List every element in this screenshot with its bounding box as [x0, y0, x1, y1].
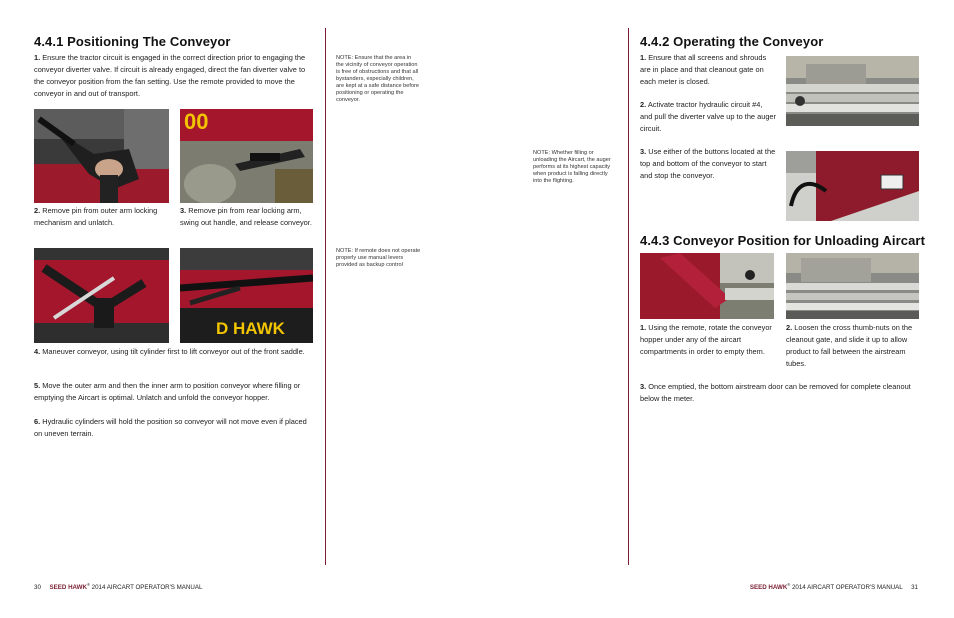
op-step-3-text: Use either of the buttons located at the top and bottom of the conveyor to start and stop the conveyor. — [640, 147, 776, 180]
step-2-text: Remove pin from outer arm locking mechanism and unlatch. — [34, 206, 158, 227]
footer-right-page-number: 31 — [911, 584, 918, 592]
footer-right-brand: SEED HAWK — [749, 584, 788, 592]
un-step-1-number: 1. — [640, 323, 647, 332]
un-step-2-number: 2. — [786, 323, 793, 332]
section-title-unloading: 4.4.3 Conveyor Position for Unloading Aircart — [640, 233, 926, 248]
step-6-text: Hydraulic cylinders will hold the position so conveyor will not move even if placed on uneven terrain. — [34, 417, 307, 438]
un-step-2-paragraph — [786, 322, 922, 370]
footer-right-title: 2014 AIRCART OPERATOR'S MANUAL — [790, 584, 903, 592]
step-5-number: 5. — [34, 381, 41, 390]
note-remote-backup: NOTE: If remote does not operate properly use manual levers provided as backup control — [336, 248, 421, 268]
footer-left-title: 2014 AIRCART OPERATOR'S MANUAL — [89, 584, 203, 592]
decal-text-hawk: D HAWK — [216, 319, 285, 338]
step-2-number: 2. — [34, 206, 41, 215]
photo-tilt-cylinder — [34, 248, 169, 343]
op-step-1-number: 1. — [640, 53, 647, 62]
step-6-paragraph — [34, 416, 316, 440]
photo-rear-locking-arm — [180, 109, 313, 203]
step-5-text: Move the outer arm and then the inner arm to position conveyor where filling or emptying the Aircart is optimal. Unlatch and unfold the conveyor hopper. — [34, 381, 301, 402]
step-5-paragraph — [34, 380, 316, 404]
footer-left-page-number: 30 — [34, 584, 41, 592]
photo-conveyor-button — [786, 151, 919, 221]
op-step-1-text: Ensure that all screens and shrouds are in place and that cleanout gate on each meter is closed. — [640, 53, 767, 86]
step-4-number: 4. — [34, 347, 41, 356]
un-step-1-paragraph — [640, 322, 776, 358]
decal-text-00: 00 — [184, 109, 209, 134]
footer-right — [750, 582, 918, 591]
photo-front-saddle — [180, 248, 313, 343]
note-auger-capacity: NOTE: Whether filling or unloading the Aircart, the auger performs at its highest capacity when product is falling directly into the flighting. — [533, 150, 611, 184]
un-step-1-text: Using the remote, rotate the conveyor hopper under any of the aircart compartments in order to empty them. — [640, 323, 772, 356]
step-3-paragraph — [180, 205, 315, 229]
op-step-2-number: 2. — [640, 100, 647, 109]
op-step-2-text: Activate tractor hydraulic circuit #4, and pull the diverter valve up to the auger circuit. — [640, 100, 776, 133]
footer-right-reg: ® — [787, 582, 791, 587]
footer-left — [34, 582, 202, 591]
footer-left-reg: ® — [86, 582, 90, 587]
section-title-positioning: 4.4.1 Positioning The Conveyor — [34, 34, 231, 49]
left-page-divider — [325, 28, 326, 565]
footer-left-brand: SEED HAWK — [49, 584, 87, 592]
op-step-2-paragraph — [640, 99, 776, 135]
step-4-paragraph — [34, 346, 312, 358]
un-step-3-number: 3. — [640, 382, 647, 391]
photo-outer-arm-lock — [34, 109, 169, 203]
op-step-3-number: 3. — [640, 147, 647, 156]
photo-hopper-under-aircart — [640, 253, 774, 319]
step-1-number: 1. — [34, 53, 41, 62]
step-1-text: Ensure the tractor circuit is engaged in the correct direction prior to engaging the conveyor diverter valve. If circuit is already engaged, direct the fan diverter valve to the conveyor position from the fan setting. Use the remote provided to move the conveyor in and out of transport. — [34, 53, 306, 98]
photo-meter-screens — [786, 56, 919, 126]
step-6-number: 6. — [34, 417, 41, 426]
op-step-1-paragraph — [640, 52, 776, 88]
step-3-number: 3. — [180, 206, 187, 215]
step-2-paragraph — [34, 205, 169, 229]
step-1-paragraph — [34, 52, 306, 100]
note-vicinity-safety: NOTE: Ensure that the area in the vicinity of conveyor operation is free of obstructions and that all bystanders, especially children, are kept at a safe distance before positioning or operating the conveyor. — [336, 55, 420, 103]
un-step-2-text: Loosen the cross thumb-nuts on the cleanout gate, and slide it up to allow product to fall between the airstream tubes. — [786, 323, 913, 368]
section-title-operating: 4.4.2 Operating the Conveyor — [640, 34, 824, 49]
op-step-3-paragraph — [640, 146, 776, 182]
right-page-divider — [628, 28, 629, 565]
un-step-3-paragraph — [640, 381, 918, 405]
step-4-text: Maneuver conveyor, using tilt cylinder first to lift conveyor out of the front saddle. — [42, 347, 305, 356]
un-step-3-text: Once emptied, the bottom airstream door can be removed for complete cleanout below the meter. — [640, 382, 911, 403]
step-3-text: Remove pin from rear locking arm, swing out handle, and release conveyor. — [180, 206, 312, 227]
photo-cleanout-gate — [786, 253, 919, 319]
